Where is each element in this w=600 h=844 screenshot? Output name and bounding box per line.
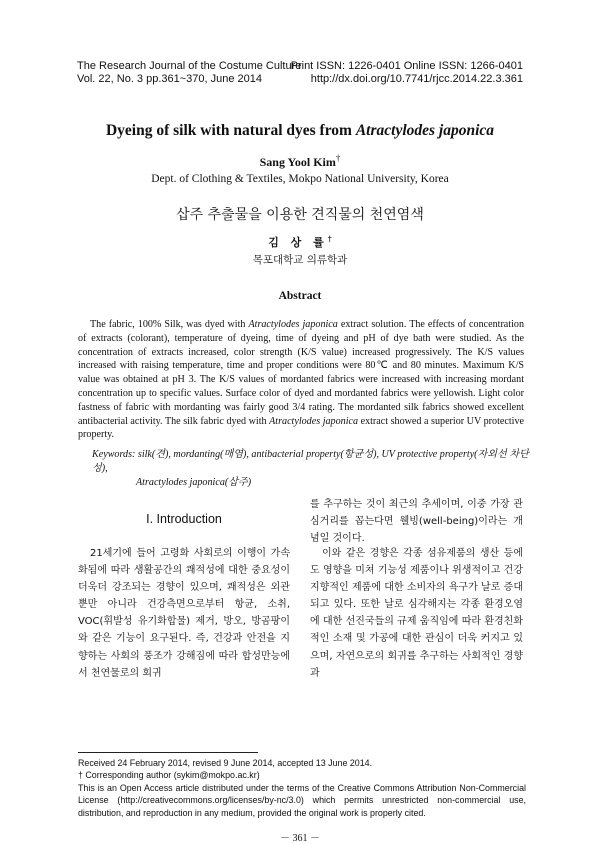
abstract-species-2: Atractylodes japonica [269,415,359,427]
author-en [0,153,600,170]
paper-title-en [0,122,600,140]
keywords-line-2: Atractylodes japonica(삽주) [136,477,252,488]
abstract-part-3: extract showed a superior UV protective property. [78,415,524,441]
journal-name: The Research Journal of the Costume Culture [77,60,302,72]
abstract-part-2: extract solution. The effects of concentration of extracts (colorant), temperature of dyeing, time of dyeing and pH of dye bath were studied. As the concentration of extracts increased, color strength (K/S value) increased progressively. The K/S values increased with raising temperature, time and proper conditions were 80℃ and 80 minutes. Maximum K/S value was obtained at pH 3. The K/S values of mordanted fabrics were increased with increasing mordant concentration up to specific values. Surface color of dyed and mordanted fabrics were yellowish. Light color fastness of fabric with mordanting was fairly good 3/4 rating. The mordanted silk fabrics showed excellent antibacterial activity. The silk fabric dyed with [78,319,524,427]
journal-header-left [77,60,301,86]
abstract-part-1: The fabric, 100% Silk, was dyed with [90,319,249,330]
keywords [92,448,532,490]
title-prefix: Dyeing of silk with natural dyes from [105,122,356,139]
journal-issn: Print ISSN: 1226-0401 Online ISSN: 1266-0401 [290,60,523,72]
keywords-line-1: Keywords: silk(견), mordanting(매염), antibacterial property(항균성), UV protective property(자외선 차단성), [92,449,529,474]
author-en-mark: † [335,153,341,163]
footnote-divider [78,752,258,753]
author-ko-mark: † [327,234,332,244]
abstract-body [78,318,524,442]
section-heading-introduction: I. Introduction [146,512,222,526]
intro-right-column-top: 를 추구하는 것이 최근의 추세이며, 이중 가장 관심거리를 꼽는다면 웰빙(well-being)이라는 개념일 것이다. [310,499,523,545]
journal-doi[interactable]: http://dx.doi.org/10.7741/rjcc.2014.22.3.361 [310,73,523,85]
abstract-heading: Abstract [278,290,322,302]
footnote-license: This is an Open Access article distributed under the terms of the Creative Commons Attribution Non-Commercial License (http://creativecommons.org/licenses/by-nc/3.0) which permits unrestricted non-commercial use, distribution, and reproduction in any medium, provided the original work is properly cited. [78,783,526,818]
paper-title-ko: 삽주 추출물을 이용한 견직물의 천연염색 [176,207,424,223]
journal-volume: Vol. 22, No. 3 pp.361~370, June 2014 [77,73,263,85]
intro-left-column: 21세기에 들어 고령화 사회로의 이행이 가속화됨에 따라 생활공간의 쾌적성에 대한 중요성이 더욱더 강조되는 경향이 있으며, 쾌적성은 외관뿐만 아니라 건강측면으로부터 항균, 소취, VOC(휘발성 유기화합물) 제거, 방오, 방곰팡이와 같은 기능이 요구된다. 즉, 건강과 안전을 지향하는 사회의 풍조가 강해짐에 따라 합성만능에서 천연물로의 회귀 [78,548,290,679]
author-ko-name: 김 상 률 [268,236,328,249]
journal-header-right [291,60,523,86]
page-number: － 361 － [280,833,320,844]
intro-right-column-bottom: 이와 같은 경향은 각종 섬유제품의 생산 등에도 영향을 미쳐 기능성 제품이나 위생적이고 건강지향적인 제품에 대한 소비자의 욕구가 날로 증대되고 있다. 또한 날로 심각해지는 각종 환경오염에 대한 선진국들의 규제 움직임에 따라 환경친화적인 소재 및 가공에 대한 관심이 더욱 커지고 있으며, 자연으로의 회귀를 추구하는 사회적인 경향과 [310,548,523,679]
footnote-corresponding: † Corresponding author (sykim@mokpo.ac.kr) [78,770,260,780]
footnote-received: Received 24 February 2014, revised 9 June 2014, accepted 13 June 2014. [78,758,373,768]
affiliation-ko: 목포대학교 의류학과 [252,254,348,266]
author-en-name: Sang Yool Kim [259,155,336,169]
title-species: Atractylodes japonica [355,122,495,139]
affiliation-en: Dept. of Clothing & Textiles, Mokpo National University, Korea [151,173,449,185]
author-ko [0,234,600,250]
abstract-species-1: Atractylodes japonica [248,319,338,330]
